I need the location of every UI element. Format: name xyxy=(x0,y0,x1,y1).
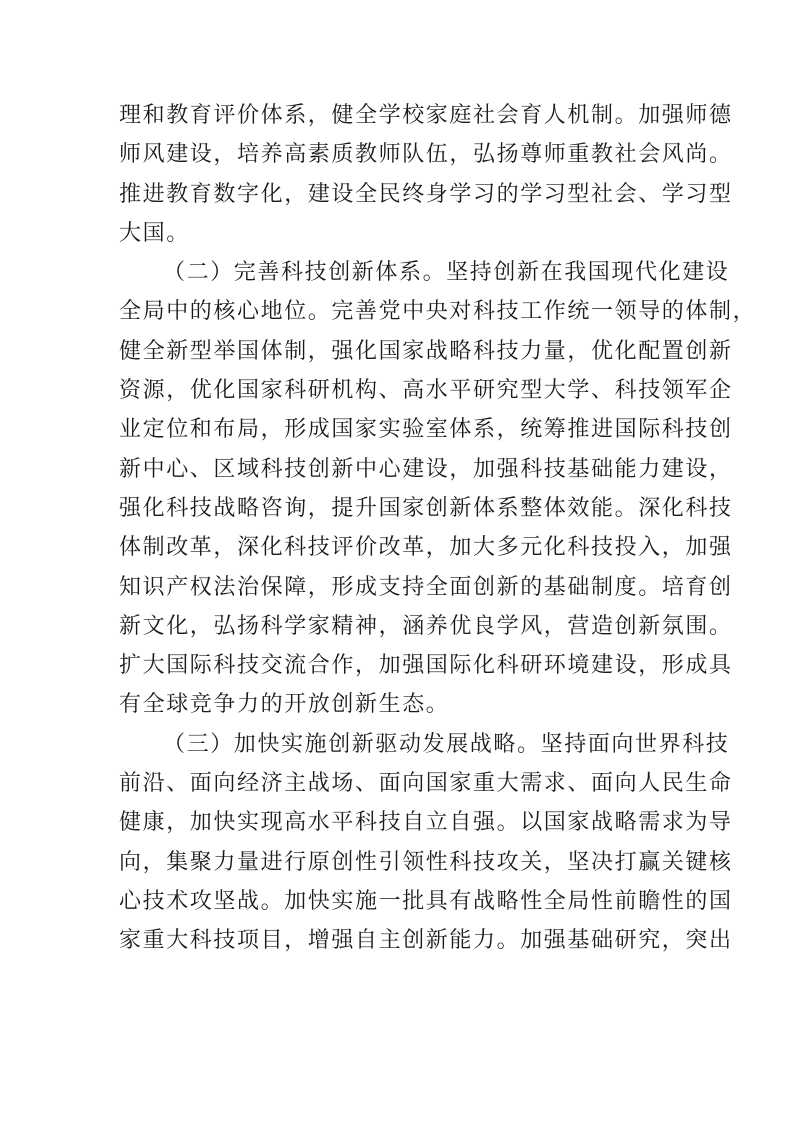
text-line: 理和教育评价体系，健全学校家庭社会育人机制。加强师德 xyxy=(119,103,733,128)
text-line: 扩大国际科技交流合作，加强国际化科研环境建设，形成具 xyxy=(119,653,733,679)
text-line: 有全球竞争力的开放创新生态。 xyxy=(119,692,450,718)
text-line: 业定位和布局，形成国家实验室体系，统筹推进国际科技创 xyxy=(119,417,733,443)
paragraph-first-line: （三）加快实施创新驱动发展战略。坚持面向世界科技 xyxy=(163,731,730,757)
text-line: 师风建设，培养高素质教师队伍，弘扬尊师重教社会风尚。 xyxy=(119,142,733,168)
text-line: 新文化，弘扬科学家精神，涵养优良学风，营造创新氛围。 xyxy=(119,613,733,639)
body-text xyxy=(119,96,757,961)
text-line: 大国。 xyxy=(119,220,190,246)
text-line: 家重大科技项目，增强自主创新能力。加强基础研究，突出 xyxy=(119,928,733,954)
text-line: 新中心、区域科技创新中心建设，加强科技基础能力建设， xyxy=(119,456,733,482)
text-line: 体制改革，深化科技评价改革，加大多元化科技投入，加强 xyxy=(119,535,733,561)
text-line: 知识产权法治保障，形成支持全面创新的基础制度。培育创 xyxy=(119,574,733,600)
paragraph-first-line: （二）完善科技创新体系。坚持创新在我国现代化建设 xyxy=(163,260,730,286)
text-line: 强化科技战略咨询，提升国家创新体系整体效能。深化科技 xyxy=(119,495,733,521)
text-line: 全局中的核心地位。完善党中央对科技工作统一领导的体制， xyxy=(119,299,757,325)
text-line: 推进教育数字化，建设全民终身学习的学习型社会、学习型 xyxy=(119,181,733,207)
text-line: 前沿、面向经济主战场、面向国家重大需求、面向人民生命 xyxy=(119,771,733,797)
text-line: 心技术攻坚战。加快实施一批具有战略性全局性前瞻性的国 xyxy=(119,888,733,914)
text-line: 向，集聚力量进行原创性引领性科技攻关，坚决打赢关键核 xyxy=(119,849,733,875)
text-line: 健全新型举国体制，强化国家战略科技力量，优化配置创新 xyxy=(119,338,733,364)
text-line: 资源，优化国家科研机构、高水平研究型大学、科技领军企 xyxy=(119,378,733,404)
text-line: 健康，加快实现高水平科技自立自强。以国家战略需求为导 xyxy=(119,810,733,836)
